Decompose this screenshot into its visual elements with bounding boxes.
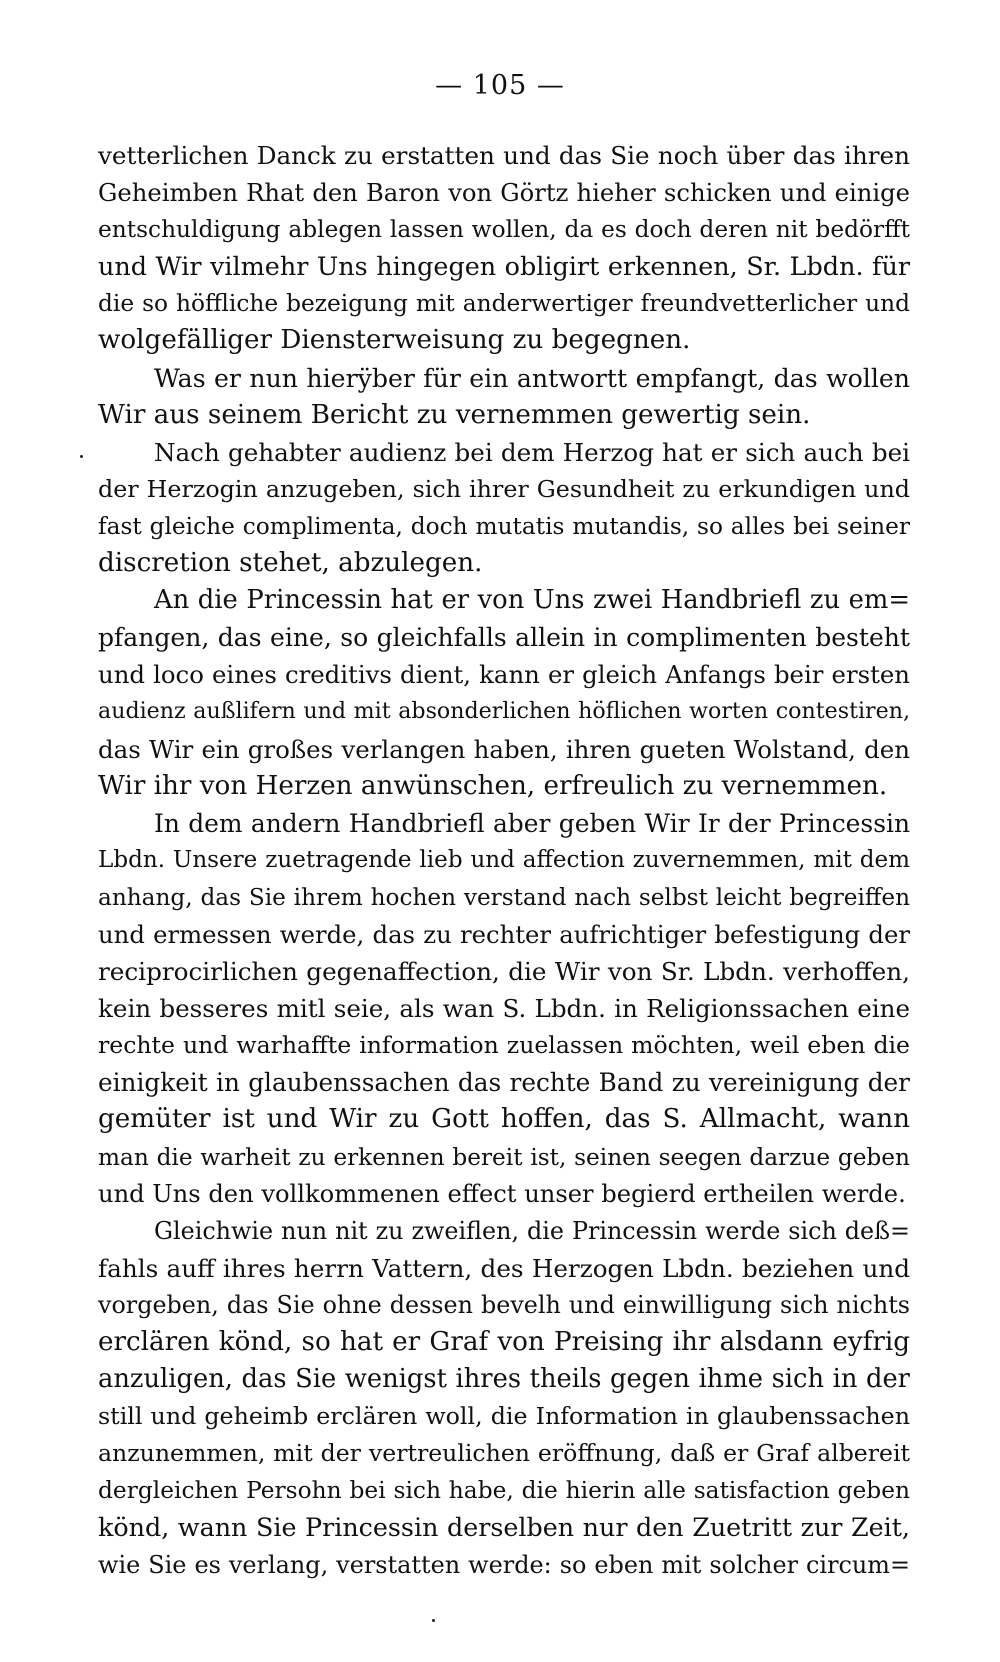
text-line: und loco eines creditivs dient, kann er gleich Anfangs beir ersten — [98, 660, 910, 690]
text-line: fast gleiche complimenta, doch mutatis mutandis, so alles bei seiner — [98, 512, 910, 540]
text-line: und Uns den vollkommenen effect unser begierd ertheilen werde. — [98, 1179, 906, 1208]
text-line: anhang, das Sie ihrem hochen verstand nach selbst leicht begreiffen — [98, 883, 910, 911]
text-line: Lbdn. Unsere zuetragende lieb und affection zuvernemmen, mit dem — [98, 846, 910, 873]
text-line: rechte und warhaffte information zuelassen möchten, weil eben die — [98, 1031, 910, 1060]
page-body-text — [98, 137, 910, 1584]
text-line: wolgefälliger Diensterweisung zu begegnen. — [98, 325, 691, 356]
text-line: fahls auff ihres herrn Vattern, des Herzogen Lbdn. beziehen und — [98, 1253, 910, 1283]
text-line: wie Sie es verlang, verstatten werde: so eben mit solcher circum= — [98, 1550, 910, 1579]
text-line: In dem andern Handbriefl aber geben Wir Ir der Princessin — [154, 808, 910, 838]
text-line: Nach gehabter audienz bei dem Herzog hat er sich auch bei — [154, 437, 910, 467]
text-line: anzuligen, das Sie wenigst ihres theils gegen ihme sich in der — [98, 1364, 910, 1395]
text-line: An die Princessin hat er von Uns zwei Handbriefl zu em= — [154, 585, 910, 616]
text-line: der Herzogin anzugeben, sich ihrer Gesundheit zu erkundigen und — [98, 474, 910, 503]
text-line: gemüter ist und Wir zu Gott hoffen, das S. Allmacht, wann — [98, 1104, 910, 1135]
text-line: still und geheimb erclären woll, die Information in glaubenssachen — [98, 1402, 910, 1431]
text-line: entschuldigung ablegen lassen wollen, da es doch deren nit bedörfft — [98, 216, 910, 244]
print-speck — [80, 455, 83, 458]
text-line: anzunemmen, mit der vertreulichen eröffnung, daß er Graf albereit — [98, 1439, 910, 1468]
text-line: discretion stehet, abzulegen. — [98, 548, 483, 579]
text-line: könd, wann Sie Princessin derselben nur den Zuetritt zur Zeit, — [98, 1512, 910, 1543]
text-line: vetterlichen Danck zu erstatten und das Sie noch über das ihren — [98, 141, 910, 170]
text-line: Wir aus seinem Bericht zu vernemmen gewertig sein. — [98, 399, 811, 430]
text-line: kein besseres mitl seie, als wan S. Lbdn. in Religionssachen eine — [98, 994, 910, 1024]
text-line: Gleichwie nun nit zu zweiflen, die Princessin werde sich deß= — [154, 1216, 910, 1245]
text-line: die so höffliche bezeigung mit anderwertiger freundvetterlicher und — [98, 290, 910, 318]
text-line: Wir ihr von Herzen anwünschen, erfreulich zu vernemmen. — [98, 770, 888, 801]
text-line: audienz außlifern und mit absonderlichen höflichen worten contestiren, — [98, 698, 910, 725]
text-line: und ermessen werde, das zu rechter aufrichtiger befestigung der — [98, 919, 910, 949]
text-line: pfangen, das eine, so gleichfalls allein in complimenten besteht — [98, 623, 910, 653]
text-line: man die warheit zu erkennen bereit ist, seinen seegen darzue geben — [98, 1143, 910, 1171]
print-speck — [432, 1619, 435, 1622]
text-line: erclären könd, so hat er Graf von Preising ihr alsdann eyfrig — [98, 1327, 910, 1357]
text-line: Geheimben Rhat den Baron von Görtz hieher schicken und einige — [98, 178, 910, 208]
text-line: und Wir vilmehr Uns hingegen obligirt erkennen, Sr. Lbdn. für — [98, 251, 910, 282]
text-line: dergleichen Persohn bei sich habe, die hierin alle satisfaction geben — [98, 1477, 910, 1505]
text-line: einigkeit in glaubenssachen das rechte Band zu vereinigung der — [98, 1068, 910, 1098]
text-line: Was er nun hierÿber für ein antwortt empfangt, das wollen — [154, 363, 910, 393]
text-line: vorgeben, das Sie ohne dessen bevelh und einwilligung sich nichts — [98, 1290, 910, 1319]
text-line: reciprocirlichen gegenaffection, die Wir von Sr. Lbdn. verhoffen, — [98, 957, 910, 987]
text-line: das Wir ein großes verlangen haben, ihren gueten Wolstand, den — [98, 734, 910, 764]
page-number: — 105 — — [435, 70, 565, 101]
